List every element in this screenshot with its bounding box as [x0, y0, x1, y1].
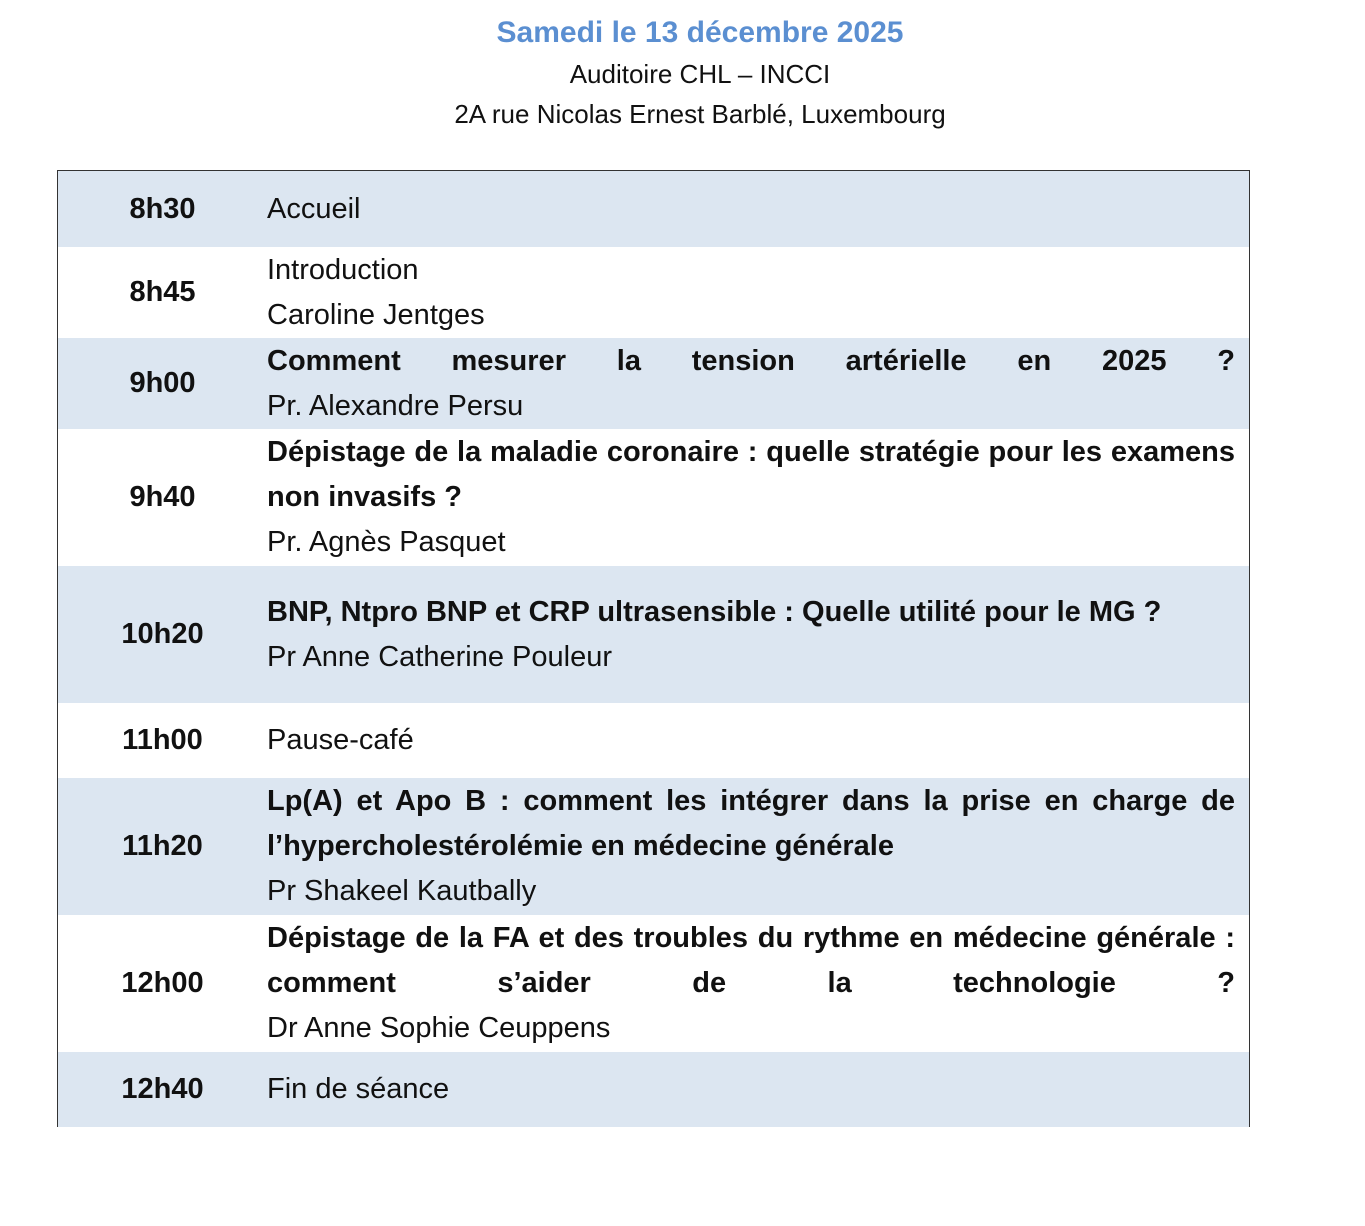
- agenda-row: [58, 1052, 1249, 1127]
- agenda-title: Comment mesurer la tension artérielle en 2025 ?: [267, 344, 1235, 377]
- agenda-row: [58, 338, 1249, 429]
- agenda-time: 8h45: [129, 276, 196, 308]
- agenda-row: [58, 247, 1249, 338]
- agenda-row: [58, 429, 1249, 566]
- agenda-title: Dépistage de la maladie coronaire : quelle stratégie pour les examens non invasifs ?: [267, 436, 1235, 513]
- venue: Auditoire CHL – INCCI: [569, 59, 831, 89]
- agenda-title: Fin de séance: [267, 1073, 450, 1105]
- agenda-title: Pause-café: [267, 724, 414, 756]
- event-date: Samedi le 13 décembre 2025: [496, 16, 904, 49]
- agenda-content: [267, 171, 1249, 247]
- agenda-row: [58, 778, 1249, 915]
- agenda-content: [267, 247, 1249, 338]
- agenda-speaker: Pr Shakeel Kautbally: [267, 875, 537, 907]
- agenda-content: [267, 566, 1249, 703]
- agenda-time: 11h00: [122, 724, 203, 756]
- agenda-time: 12h00: [121, 967, 204, 999]
- address: 2A rue Nicolas Ernest Barblé, Luxembourg: [454, 99, 946, 129]
- agenda-title: Introduction: [267, 253, 419, 286]
- agenda-row: [58, 915, 1249, 1052]
- agenda-time: 9h40: [129, 481, 196, 513]
- agenda-row: [58, 703, 1249, 778]
- agenda-time: 12h40: [121, 1073, 204, 1105]
- agenda-time: 10h20: [121, 618, 204, 650]
- header: [0, 12, 1365, 134]
- agenda-title: Lp(A) et Apo B : comment les intégrer dans la prise en charge de l’hypercholestérolémie en médecine générale: [267, 785, 1235, 862]
- agenda-content: [267, 338, 1249, 429]
- agenda-row: [58, 171, 1249, 247]
- agenda-speaker: Pr Anne Catherine Pouleur: [267, 640, 612, 673]
- agenda-time: 9h00: [129, 367, 196, 399]
- agenda-content: [267, 703, 1249, 778]
- agenda-title: BNP, Ntpro BNP et CRP ultrasensible : Quelle utilité pour le MG ?: [267, 595, 1162, 628]
- agenda-speaker: Pr. Alexandre Persu: [267, 389, 524, 422]
- agenda-speaker: Dr Anne Sophie Ceuppens: [267, 1012, 611, 1044]
- agenda-table: [57, 170, 1250, 1127]
- agenda-content: [267, 915, 1249, 1052]
- agenda-speaker: Caroline Jentges: [267, 298, 485, 331]
- agenda-time: 11h20: [122, 830, 203, 862]
- agenda-content: [267, 778, 1249, 915]
- agenda-title: Dépistage de la FA et des troubles du rythme en médecine générale : comment s’aider de la technologie ?: [267, 922, 1235, 999]
- agenda-speaker: Pr. Agnès Pasquet: [267, 526, 506, 558]
- agenda-title: Accueil: [267, 192, 361, 225]
- agenda-content: [267, 1052, 1249, 1127]
- agenda-time: 8h30: [129, 192, 196, 225]
- agenda-row: [58, 566, 1249, 703]
- agenda-content: [267, 429, 1249, 566]
